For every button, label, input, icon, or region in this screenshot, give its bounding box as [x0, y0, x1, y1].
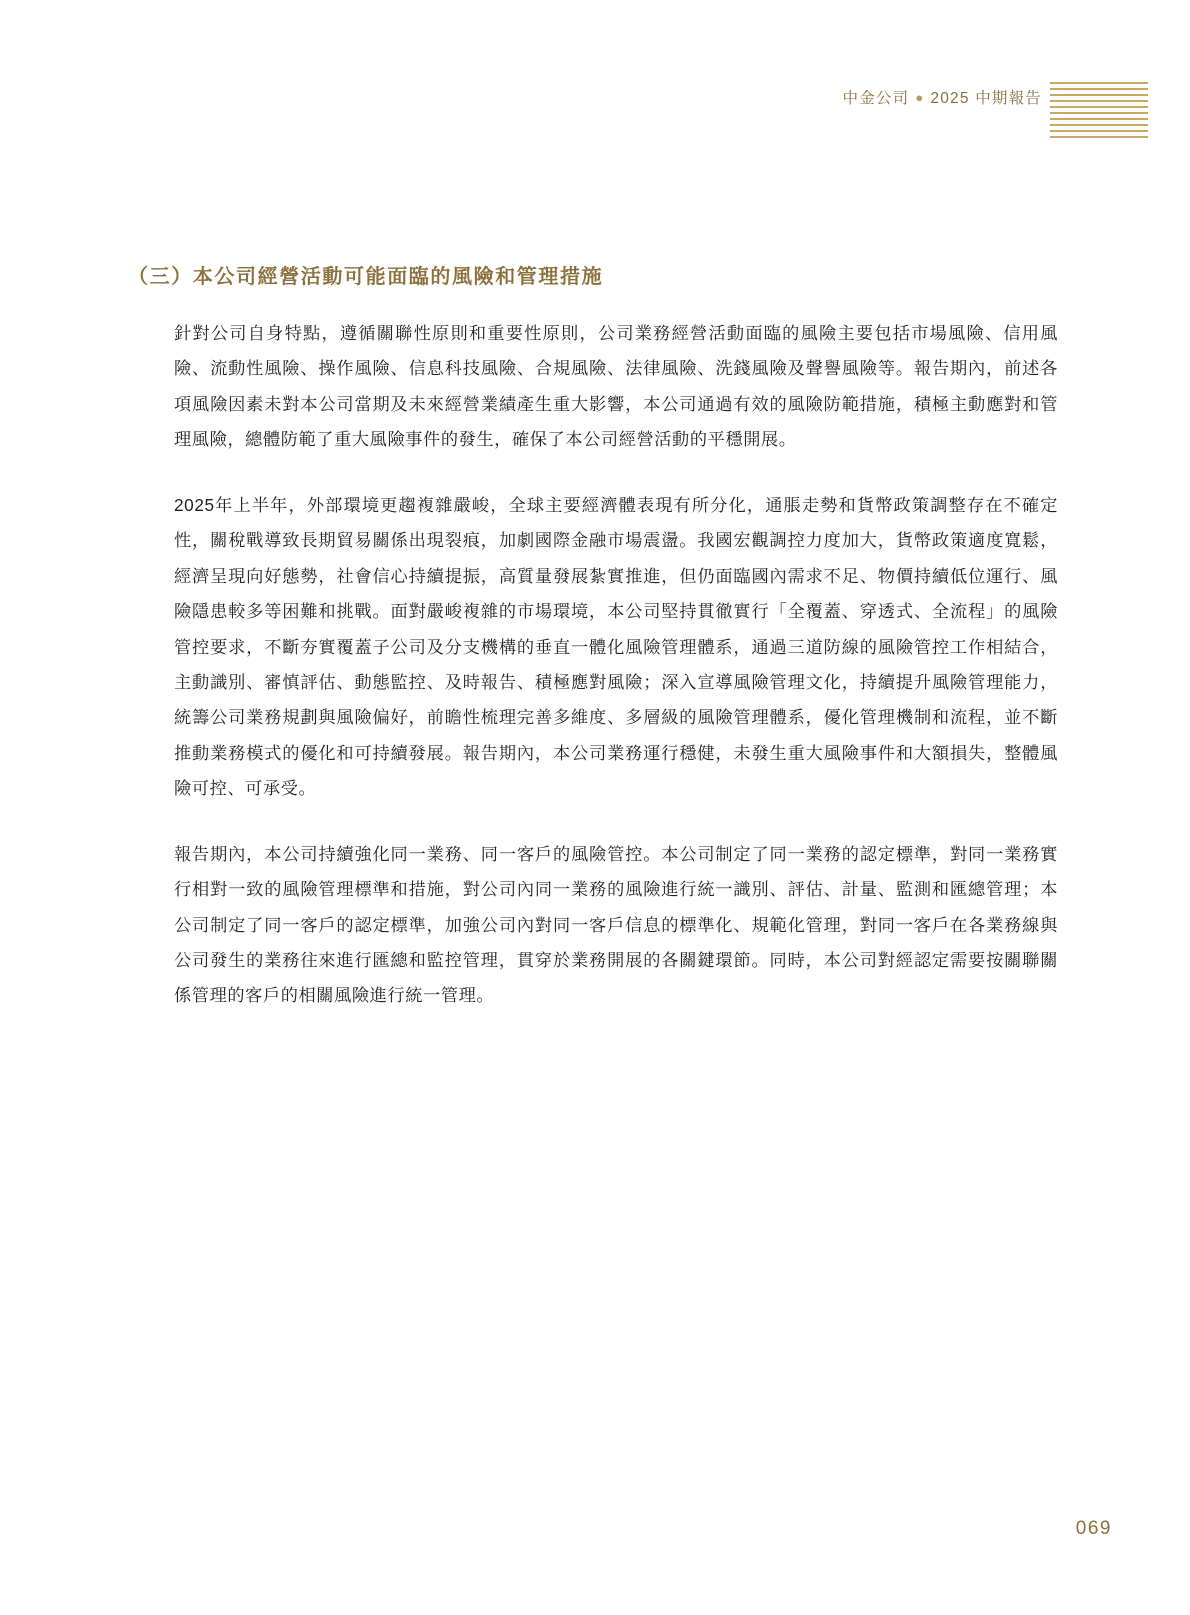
page-header [0, 86, 1190, 146]
header-decorative-lines [1050, 82, 1148, 138]
section-heading: （三）本公司經營活動可能面臨的風險和管理措施 [128, 266, 604, 288]
header-running-title [843, 86, 1042, 108]
body-paragraph: 針對公司自身特點，遵循關聯性原則和重要性原則，公司業務經營活動面臨的風險主要包括市場風險、信用風險、流動性風險、操作風險、信息科技風險、合規風險、法律風險、洗錢風險及聲譽風險等。報告期內，前述各項風險因素未對本公司當期及未來經營業績產生重大影響，本公司通過有效的風險防範措施，積極主動應對和管理風險，總體防範了重大風險事件的發生，確保了本公司經營活動的平穩開展。 [174, 323, 1058, 450]
page-number: 069 [1075, 1518, 1112, 1539]
header-report-name: 2025 中期報告 [930, 90, 1042, 107]
header-separator-dot: ● [915, 90, 925, 105]
header-company-name: 中金公司 [842, 90, 910, 107]
page-content [128, 262, 1058, 1014]
body-paragraph: 報告期內，本公司持續強化同一業務、同一客戶的風險管控。本公司制定了同一業務的認定標準，對同一業務實行相對一致的風險管理標準和措施，對公司內同一業務的風險進行統一識別、評估、計量、監測和匯總管理；本公司制定了同一客戶的認定標準，加強公司內對同一客戶信息的標準化、規範化管理，對同一客戶在各業務線與公司發生的業務往來進行匯總和監控管理，貫穿於業務開展的各關鍵環節。同時，本公司對經認定需要按關聯關係管理的客戶的相關風險進行統一管理。 [174, 843, 1058, 1006]
body-paragraph: 2025年上半年，外部環境更趨複雜嚴峻，全球主要經濟體表現有所分化，通脹走勢和貨幣政策調整存在不確定性，關稅戰導致長期貿易關係出現裂痕，加劇國際金融市場震盪。我國宏觀調控力度加大，貨幣政策適度寬鬆，經濟呈現向好態勢，社會信心持續提振，高質量發展紮實推進，但仍面臨國內需求不足、物價持續低位運行、風險隱患較多等困難和挑戰。面對嚴峻複雜的市場環境，本公司堅持貫徹實行「全覆蓋、穿透式、全流程」的風險管控要求，不斷夯實覆蓋子公司及分支機構的垂直一體化風險管理體系，通過三道防線的風險管控工作相結合，主動識別、審慎評估、動態監控、及時報告、積極應對風險；深入宣導風險管理文化，持續提升風險管理能力，統籌公司業務規劃與風險偏好，前瞻性梳理完善多維度、多層級的風險管理體系，優化管理機制和流程，並不斷推動業務模式的優化和可持續發展。報告期內，本公司業務運行穩健，未發生重大風險事件和大額損失，整體風險可控、可承受。 [174, 494, 1058, 799]
